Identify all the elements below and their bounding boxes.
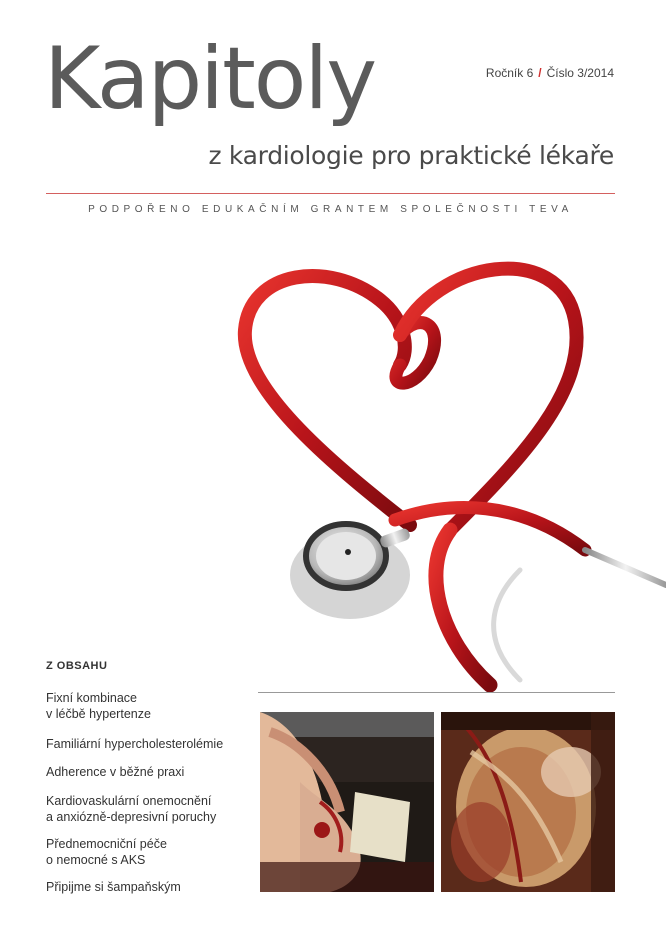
contents-divider — [258, 692, 615, 693]
issue-separator: / — [538, 66, 542, 80]
contents-item — [46, 793, 256, 825]
contents-item — [46, 764, 256, 780]
surgical-hands-photo — [260, 712, 434, 892]
contents-item — [46, 736, 256, 752]
open-heart-photo — [441, 712, 615, 892]
contents-item — [46, 879, 256, 895]
contents-item-line: Fixní kombinace — [46, 691, 138, 705]
contents-item-line: Připijme si šampaňským — [46, 880, 181, 894]
contents-item-line: Familiární hypercholesterolémie — [46, 737, 224, 751]
header-divider — [46, 193, 615, 194]
magazine-title: Kapitoly — [44, 29, 376, 129]
contents-item-line: v léčbě hypertenze — [46, 707, 151, 721]
contents-item — [46, 836, 256, 868]
contents-item-line: o nemocné s AKS — [46, 853, 146, 867]
magazine-subtitle: z kardiologie pro praktické lékaře — [208, 141, 614, 170]
issue-info — [486, 66, 614, 80]
contents-item-line: Přednemocniční péče — [46, 837, 167, 851]
contents-heading: Z OBSAHU — [46, 660, 108, 672]
contents-item — [46, 690, 256, 722]
contents-item-line: Adherence v běžné praxi — [46, 765, 185, 779]
stethoscope-heart-image — [220, 240, 666, 700]
contents-item-line: a anxiózně-depresivní poruchy — [46, 810, 217, 824]
grant-line: PODPOŘENO EDUKAČNÍM GRANTEM SPOLEČNOSTI TEVA — [88, 204, 573, 215]
issue-number: Číslo 3/2014 — [546, 66, 614, 80]
contents-item-line: Kardiovaskulární onemocnění — [46, 794, 212, 808]
issue-volume: Ročník 6 — [485, 66, 534, 80]
